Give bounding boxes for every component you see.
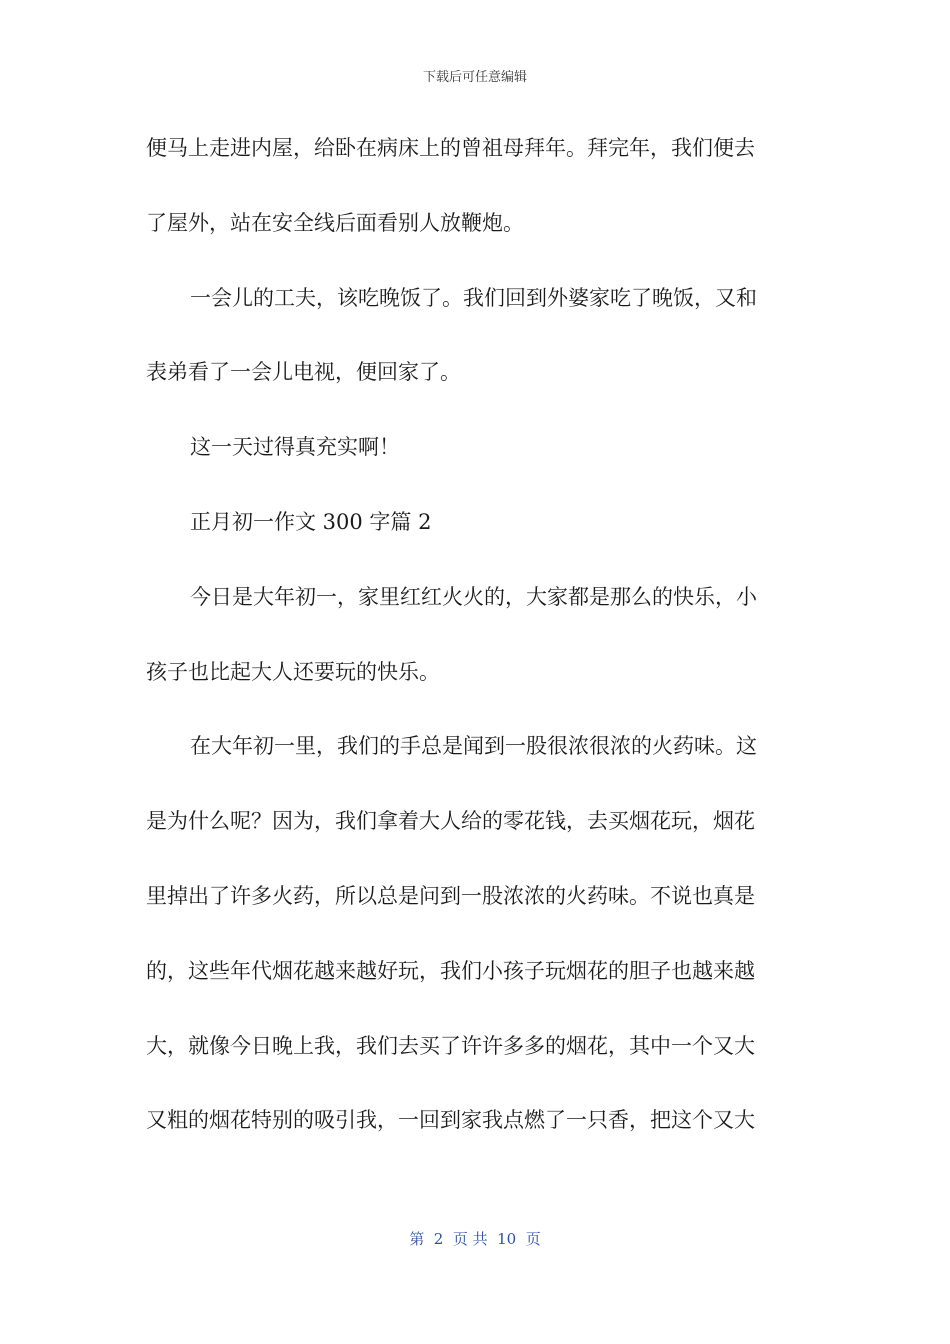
text-line: 的，这些年代烟花越来越好玩，我们小孩子玩烟花的胆子也越来越 xyxy=(146,958,755,983)
page-header: 下载后可任意编辑 xyxy=(422,70,527,85)
text-line: 在大年初一里，我们的手总是闻到一股很浓很浓的火药味。这 xyxy=(190,734,757,759)
text-line: 这一天过得真充实啊！ xyxy=(190,435,400,460)
text-line: 孩子也比起大人还要玩的快乐。 xyxy=(146,659,440,684)
text-line: 便马上走进内屋，给卧在病床上的曾祖母拜年。拜完年，我们便去 xyxy=(146,136,755,160)
text-line: 今日是大年初一，家里红红火火的，大家都是那么的快乐，小 xyxy=(190,584,757,609)
document-body xyxy=(146,128,806,1175)
text-line: 里掉出了许多火药，所以总是问到一股浓浓的火药味。不说也真是 xyxy=(146,883,755,908)
text-line: 一会儿的工夫，该吃晚饭了。我们回到外婆家吃了晚饭，又和 xyxy=(190,285,757,310)
section-heading: 正月初一作文 300 字篇 2 xyxy=(190,509,432,534)
text-line: 表弟看了一会儿电视，便回家了。 xyxy=(146,360,461,385)
text-line: 又粗的烟花特别的吸引我，一回到家我点燃了一只香，把这个又大 xyxy=(146,1108,755,1133)
page-footer: 第 2 页 共 10 页 xyxy=(409,1230,541,1248)
text-line: 大，就像今日晚上我，我们去买了许许多多的烟花，其中一个又大 xyxy=(146,1033,755,1058)
text-line: 是为什么呢？因为，我们拿着大人给的零花钱，去买烟花玩，烟花 xyxy=(146,809,755,834)
text-line: 了屋外，站在安全线后面看别人放鞭炮。 xyxy=(146,210,524,235)
